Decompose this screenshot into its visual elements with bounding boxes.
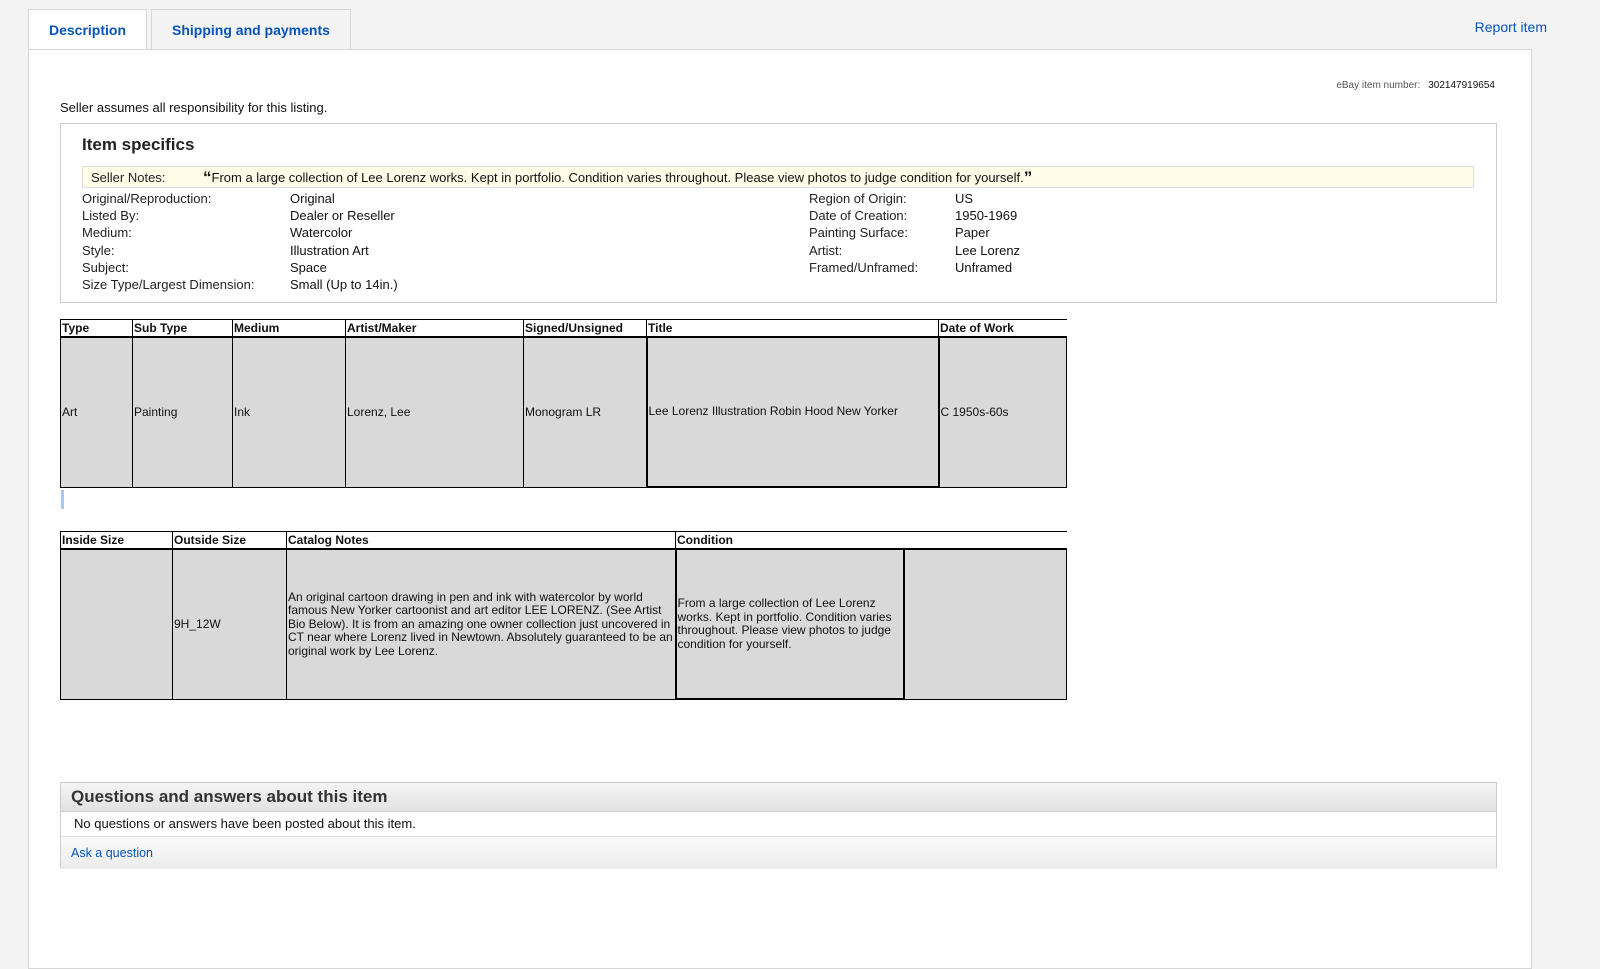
col-header-title: Title bbox=[647, 320, 939, 338]
spec-row bbox=[809, 207, 1020, 224]
specifics-left-column bbox=[82, 190, 398, 293]
questions-answers-section bbox=[60, 782, 1497, 868]
cell-sub-type: Painting bbox=[133, 337, 233, 487]
specifics-right-column bbox=[809, 190, 1020, 276]
col-header-artist-maker: Artist/Maker bbox=[346, 320, 524, 338]
qa-title: Questions and answers about this item bbox=[61, 783, 1496, 812]
spec-value: Paper bbox=[955, 225, 990, 241]
spec-key: Style: bbox=[82, 242, 115, 258]
spec-key: Size Type/Largest Dimension: bbox=[82, 277, 255, 293]
item-specifics-title: Item specifics bbox=[82, 135, 195, 154]
table-row bbox=[61, 337, 1067, 487]
spec-key: Listed By: bbox=[82, 208, 140, 224]
open-quote-icon: “ bbox=[203, 168, 212, 187]
col-header-date-of-work: Date of Work bbox=[939, 320, 1067, 338]
spec-key: Artist: bbox=[809, 242, 843, 258]
col-header-inside-size: Inside Size bbox=[61, 532, 173, 550]
cell-catalog-notes: An original cartoon drawing in pen and ink with watercolor by world famous New Yorker cartoonist and art editor LEE LORENZ. (See Artist Bio Below). It is from an amazing one owner collection just uncovered in CT near where Lorenz lived in Newtown. Absolutely guaranteed to be an original work by Lee Lorenz. bbox=[287, 549, 676, 699]
tab-description[interactable]: Description bbox=[28, 9, 147, 50]
tab-shipping-payments[interactable]: Shipping and payments bbox=[151, 9, 351, 49]
seller-notes bbox=[82, 166, 1474, 188]
col-header-signed: Signed/Unsigned bbox=[524, 320, 647, 338]
spec-row bbox=[809, 224, 1020, 241]
col-header-condition: Condition bbox=[676, 532, 904, 550]
spec-value: Illustration Art bbox=[290, 242, 369, 258]
qa-footer bbox=[61, 837, 1496, 869]
spec-value: Watercolor bbox=[290, 225, 353, 241]
cell-outside-size: 9H_12W bbox=[173, 549, 287, 699]
description-panel bbox=[28, 49, 1532, 969]
spec-key: Original/Reproduction: bbox=[82, 191, 212, 206]
cell-empty bbox=[904, 549, 1067, 699]
cell-signed: Monogram LR bbox=[524, 337, 647, 487]
tab-bar bbox=[28, 9, 355, 50]
item-number-label: eBay item number: bbox=[1336, 80, 1421, 91]
ask-question-link[interactable]: Ask a question bbox=[71, 846, 153, 860]
spec-key: Subject: bbox=[82, 259, 129, 275]
text-cursor bbox=[61, 490, 64, 509]
table-row bbox=[61, 549, 1067, 699]
spec-row bbox=[809, 259, 1020, 276]
cell-type: Art bbox=[61, 337, 133, 487]
spec-row bbox=[82, 242, 398, 259]
col-header-outside-size: Outside Size bbox=[173, 532, 287, 550]
spec-row bbox=[82, 190, 398, 207]
table-header-row bbox=[61, 320, 1067, 338]
cell-inside-size bbox=[61, 549, 173, 699]
spec-value: US bbox=[955, 191, 974, 206]
spec-value: Original bbox=[290, 191, 335, 206]
spec-value: 1950-1969 bbox=[955, 208, 1018, 224]
col-header-medium: Medium bbox=[233, 320, 346, 338]
spec-value: Unframed bbox=[955, 259, 1013, 275]
item-number bbox=[1336, 80, 1495, 91]
item-number-value: 302147919654 bbox=[1428, 80, 1495, 91]
seller-responsibility-text: Seller assumes all responsibility for this listing. bbox=[60, 100, 328, 115]
qa-empty-message: No questions or answers have been posted about this item. bbox=[61, 812, 1496, 837]
spec-key: Painting Surface: bbox=[809, 225, 909, 241]
spec-row bbox=[809, 242, 1020, 259]
cell-date-of-work: C 1950s-60s bbox=[939, 337, 1067, 487]
spec-key: Framed/Unframed: bbox=[809, 259, 919, 275]
cell-artist-maker: Lorenz, Lee bbox=[346, 337, 524, 487]
details-table-1 bbox=[60, 319, 1067, 488]
details-table-2 bbox=[60, 531, 1067, 700]
spec-value: Dealer or Reseller bbox=[290, 208, 395, 224]
col-header-type: Type bbox=[61, 320, 133, 338]
item-specifics bbox=[60, 123, 1497, 303]
table-header-row bbox=[61, 532, 1067, 550]
spec-key: Date of Creation: bbox=[809, 208, 908, 224]
col-header-sub-type: Sub Type bbox=[133, 320, 233, 338]
col-header-catalog-notes: Catalog Notes bbox=[287, 532, 676, 550]
report-item-link[interactable]: Report item bbox=[1474, 19, 1547, 35]
spec-row bbox=[809, 190, 1020, 207]
cell-condition: From a large collection of Lee Lorenz works. Kept in portfolio. Condition varies throughout. Please view photos to judge condition for yourself. bbox=[676, 549, 904, 699]
cell-title: Lee Lorenz Illustration Robin Hood New Yorker bbox=[647, 337, 939, 487]
seller-notes-text: From a large collection of Lee Lorenz works. Kept in portfolio. Condition varies throughout. Please view photos to judge condition for yourself. bbox=[211, 170, 1024, 185]
spec-row bbox=[82, 207, 398, 224]
spec-value: Space bbox=[290, 259, 327, 275]
close-quote-icon: ” bbox=[1023, 168, 1033, 187]
seller-notes-label: Seller Notes: bbox=[91, 170, 166, 185]
spec-key: Medium: bbox=[82, 225, 132, 241]
col-header-empty bbox=[904, 532, 1067, 550]
cell-medium: Ink bbox=[233, 337, 346, 487]
spec-row bbox=[82, 259, 398, 276]
spec-row bbox=[82, 276, 398, 293]
spec-row bbox=[82, 224, 398, 241]
spec-value: Small (Up to 14in.) bbox=[290, 277, 398, 293]
spec-key: Region of Origin: bbox=[809, 191, 907, 206]
spec-value: Lee Lorenz bbox=[955, 242, 1021, 258]
